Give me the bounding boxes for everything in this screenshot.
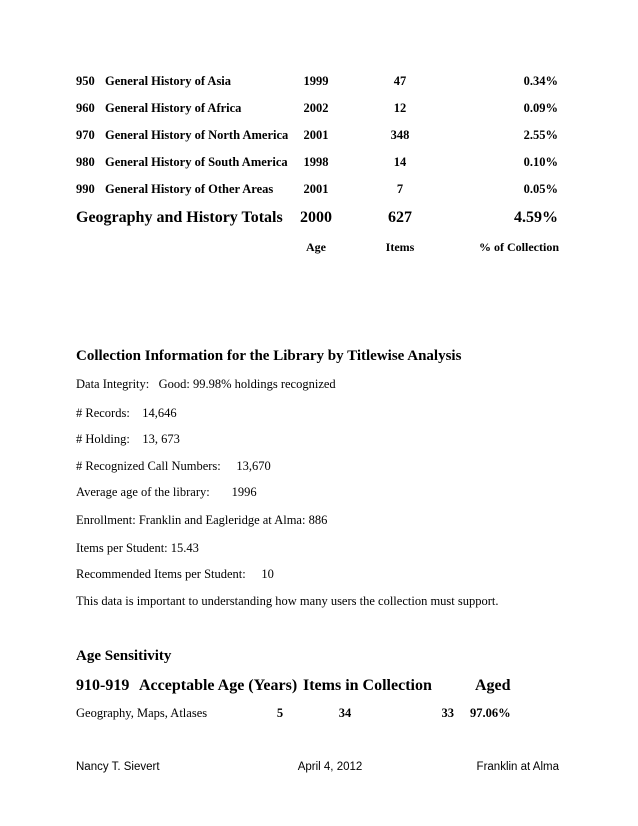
header-age: Age <box>306 240 326 254</box>
totals-label: Geography and History Totals <box>76 209 283 226</box>
header-pct: % of Collection <box>479 240 559 254</box>
row-age: 1999 <box>303 74 329 88</box>
collection-line: Average age of the library: 1996 <box>76 485 257 499</box>
row-pct: 0.05% <box>523 182 558 196</box>
collection-line: Recommended Items per Student: 10 <box>76 567 274 581</box>
row-name: General History of Africa <box>105 101 242 115</box>
age-sensitivity-title: Age Sensitivity <box>76 648 172 664</box>
row-pct: 0.34% <box>523 74 558 88</box>
row-code: 990 <box>76 182 95 196</box>
row-code: 950 <box>76 74 95 88</box>
row-code: 960 <box>76 101 95 115</box>
age-header-range: 910-919 <box>76 677 130 694</box>
footer-org: Franklin at Alma <box>476 761 559 773</box>
age-row-items: 34 <box>338 706 352 720</box>
collection-line: # Recognized Call Numbers: 13,670 <box>76 459 271 473</box>
row-items: 14 <box>393 155 407 169</box>
row-age: 2001 <box>303 182 329 196</box>
row-items: 47 <box>393 74 407 88</box>
age-row-aged-pct: 97.06% <box>470 706 511 720</box>
footer-date: April 4, 2012 <box>297 761 363 773</box>
age-header-acceptable: Acceptable Age (Years) <box>139 677 298 694</box>
row-age: 1998 <box>303 155 329 169</box>
row-items: 12 <box>393 101 407 115</box>
age-row-aged-count: 33 <box>441 706 454 720</box>
age-header-aged: Aged <box>475 677 511 694</box>
row-code: 970 <box>76 128 95 142</box>
row-name: General History of Asia <box>105 74 232 88</box>
row-items: 348 <box>390 128 410 142</box>
totals-items: 627 <box>388 209 412 226</box>
row-name: General History of North America <box>105 128 289 142</box>
row-age: 2001 <box>303 128 329 142</box>
footer-author: Nancy T. Sievert <box>76 761 160 773</box>
row-age: 2002 <box>303 101 329 115</box>
collection-line: # Holding: 13, 673 <box>76 432 180 446</box>
row-name: General History of South America <box>105 155 288 169</box>
collection-line: Enrollment: Franklin and Eagleridge at Alma: 886 <box>76 513 328 527</box>
collection-title: Collection Information for the Library by Titlewise Analysis <box>76 348 462 364</box>
row-pct: 0.09% <box>523 101 558 115</box>
row-pct: 2.55% <box>523 128 558 142</box>
header-items: Items <box>385 240 415 254</box>
collection-line: Data Integrity: Good: 99.98% holdings recognized <box>76 377 336 391</box>
collection-line: # Records: 14,646 <box>76 406 177 420</box>
totals-age: 2000 <box>300 209 332 226</box>
collection-line: Items per Student: 15.43 <box>76 541 199 555</box>
age-row-label: Geography, Maps, Atlases <box>76 706 208 720</box>
row-items: 7 <box>396 182 404 196</box>
age-header-items: Items in Collection <box>303 677 432 694</box>
totals-pct: 4.59% <box>514 209 558 226</box>
row-pct: 0.10% <box>523 155 558 169</box>
row-name: General History of Other Areas <box>105 182 274 196</box>
row-code: 980 <box>76 155 95 169</box>
collection-line: This data is important to understanding how many users the collection must support. <box>76 594 499 608</box>
age-row-acceptable: 5 <box>276 706 284 720</box>
